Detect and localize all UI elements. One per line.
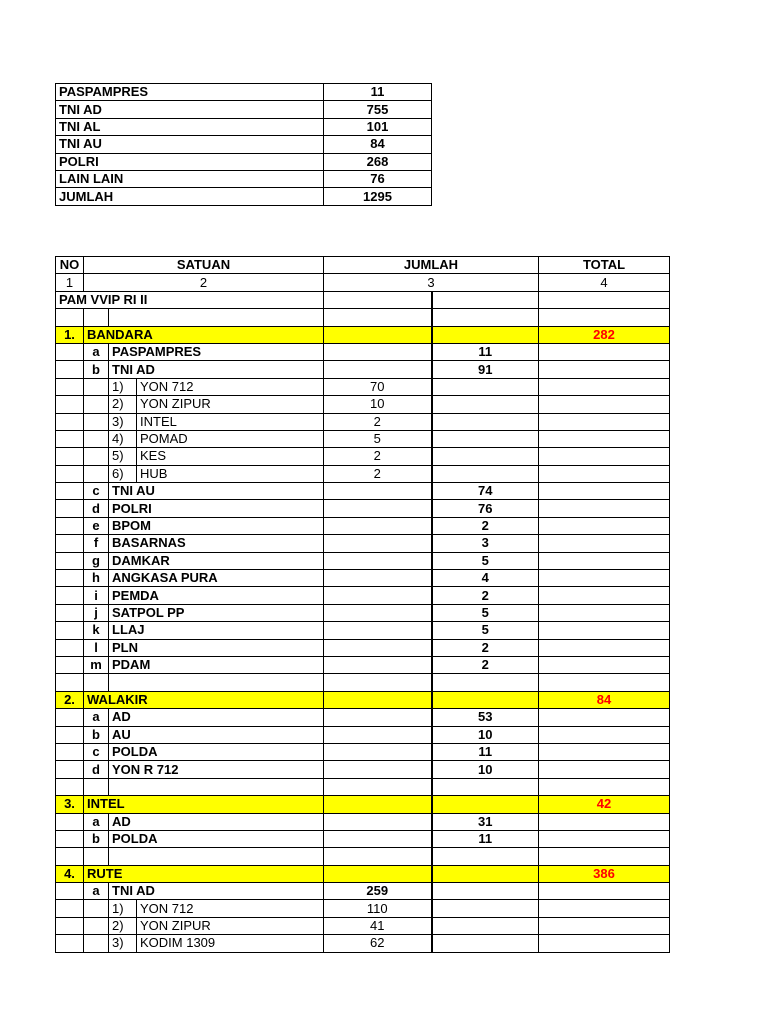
unit-letter: f: [84, 535, 109, 552]
summary-row: [56, 170, 432, 187]
detail-index: 1): [109, 378, 137, 395]
detail-name: YON ZIPUR: [137, 917, 324, 934]
detail-row: [56, 917, 670, 934]
summary-row: [56, 118, 432, 135]
summary-label: TNI AU: [56, 136, 324, 153]
section-name: BANDARA: [84, 326, 324, 343]
section-total: 84: [539, 691, 670, 708]
unit-count: 11: [432, 743, 539, 760]
unit-row: [56, 517, 670, 534]
summary-label: POLRI: [56, 153, 324, 170]
unit-row: [56, 500, 670, 517]
unit-letter: b: [84, 361, 109, 378]
unit-count: 3: [432, 535, 539, 552]
unit-count: 91: [432, 361, 539, 378]
section-row: [56, 326, 670, 343]
unit-row: [56, 639, 670, 656]
header-jumlah: JUMLAH: [324, 257, 539, 274]
summary-value: 101: [324, 118, 432, 135]
section-total: 282: [539, 326, 670, 343]
unit-name: ANGKASA PURA: [109, 570, 324, 587]
header-index-satuan: 2: [84, 274, 324, 291]
summary-row: [56, 188, 432, 205]
unit-letter: d: [84, 500, 109, 517]
detail-index: 1): [109, 900, 137, 917]
summary-label: LAIN LAIN: [56, 170, 324, 187]
unit-letter: h: [84, 570, 109, 587]
unit-count: 31: [432, 813, 539, 830]
unit-count: 2: [432, 639, 539, 656]
unit-row: [56, 743, 670, 760]
unit-count: 74: [432, 483, 539, 500]
unit-name: POLRI: [109, 500, 324, 517]
section-row: [56, 691, 670, 708]
summary-value: 84: [324, 136, 432, 153]
header-index-total: 4: [539, 274, 670, 291]
summary-row: [56, 153, 432, 170]
unit-count: 2: [432, 656, 539, 673]
section-total: 42: [539, 796, 670, 813]
detail-name: YON ZIPUR: [137, 396, 324, 413]
unit-letter: g: [84, 552, 109, 569]
section-number: 3.: [56, 796, 84, 813]
summary-value: 755: [324, 101, 432, 118]
summary-row: [56, 136, 432, 153]
header-no: NO: [56, 257, 84, 274]
unit-name: AD: [109, 709, 324, 726]
unit-row: [56, 552, 670, 569]
unit-count: 2: [432, 517, 539, 534]
title-row: [56, 291, 670, 308]
detail-count: 2: [324, 413, 432, 430]
detail-count: 70: [324, 378, 432, 395]
detail-name: POMAD: [137, 430, 324, 447]
detail-count: 41: [324, 917, 432, 934]
unit-row: [56, 622, 670, 639]
unit-name: TNI AU: [109, 483, 324, 500]
detail-row: [56, 448, 670, 465]
unit-count: 4: [432, 570, 539, 587]
blank-row: [56, 778, 670, 795]
detail-index: 4): [109, 430, 137, 447]
blank-row: [56, 674, 670, 691]
unit-count: 259: [324, 883, 432, 900]
unit-name: SATPOL PP: [109, 604, 324, 621]
unit-row: [56, 883, 670, 900]
detail-index: 2): [109, 396, 137, 413]
detail-index: 5): [109, 448, 137, 465]
detail-row: [56, 413, 670, 430]
header-index-no: 1: [56, 274, 84, 291]
unit-name: DAMKAR: [109, 552, 324, 569]
unit-name: TNI AD: [109, 361, 324, 378]
unit-letter: c: [84, 743, 109, 760]
detail-count: 5: [324, 430, 432, 447]
detail-name: HUB: [137, 465, 324, 482]
unit-row: [56, 483, 670, 500]
unit-letter: b: [84, 726, 109, 743]
summary-value: 268: [324, 153, 432, 170]
blank-row: [56, 309, 670, 326]
header-index-row: [56, 274, 670, 291]
unit-name: AU: [109, 726, 324, 743]
unit-letter: l: [84, 639, 109, 656]
summary-label: TNI AL: [56, 118, 324, 135]
detail-index: 3): [109, 413, 137, 430]
unit-row: [56, 570, 670, 587]
detail-name: INTEL: [137, 413, 324, 430]
unit-letter: b: [84, 830, 109, 847]
detail-count: 2: [324, 465, 432, 482]
detail-index: 3): [109, 935, 137, 952]
unit-letter: k: [84, 622, 109, 639]
summary-label: TNI AD: [56, 101, 324, 118]
unit-row: [56, 604, 670, 621]
header-index-jumlah: 3: [324, 274, 539, 291]
detail-row: [56, 430, 670, 447]
unit-letter: c: [84, 483, 109, 500]
section-total: 386: [539, 865, 670, 882]
summary-label: JUMLAH: [56, 188, 324, 205]
section-number: 2.: [56, 691, 84, 708]
unit-name: PASPAMPRES: [109, 343, 324, 360]
summary-row: [56, 101, 432, 118]
unit-name: POLDA: [109, 743, 324, 760]
section-name: WALAKIR: [84, 691, 324, 708]
unit-row: [56, 361, 670, 378]
unit-name: PLN: [109, 639, 324, 656]
unit-count: 10: [432, 726, 539, 743]
unit-letter: a: [84, 709, 109, 726]
detail-row: [56, 396, 670, 413]
detail-name: YON 712: [137, 900, 324, 917]
unit-letter: j: [84, 604, 109, 621]
detail-row: [56, 935, 670, 952]
unit-letter: a: [84, 343, 109, 360]
unit-row: [56, 709, 670, 726]
detail-row: [56, 378, 670, 395]
detail-row: [56, 900, 670, 917]
unit-count: 10: [432, 761, 539, 778]
personnel-table: [55, 256, 670, 953]
detail-name: KODIM 1309: [137, 935, 324, 952]
unit-name: BPOM: [109, 517, 324, 534]
unit-row: [56, 830, 670, 847]
section-number: 1.: [56, 326, 84, 343]
section-row: [56, 865, 670, 882]
detail-name: KES: [137, 448, 324, 465]
summary-row: [56, 84, 432, 101]
detail-count: 62: [324, 935, 432, 952]
unit-count: 76: [432, 500, 539, 517]
unit-letter: e: [84, 517, 109, 534]
summary-table: [55, 83, 432, 206]
header-satuan: SATUAN: [84, 257, 324, 274]
unit-name: YON R 712: [109, 761, 324, 778]
unit-name: TNI AD: [109, 883, 324, 900]
summary-value: 11: [324, 84, 432, 101]
unit-count: 5: [432, 552, 539, 569]
unit-count: 11: [432, 830, 539, 847]
unit-name: AD: [109, 813, 324, 830]
section-name: RUTE: [84, 865, 324, 882]
header-row: [56, 257, 670, 274]
unit-name: PDAM: [109, 656, 324, 673]
unit-letter: a: [84, 883, 109, 900]
section-name: INTEL: [84, 796, 324, 813]
unit-name: PEMDA: [109, 587, 324, 604]
unit-row: [56, 761, 670, 778]
table-title: PAM VVIP RI II: [56, 291, 324, 308]
unit-count: 53: [432, 709, 539, 726]
detail-count: 2: [324, 448, 432, 465]
unit-row: [56, 587, 670, 604]
unit-count: 2: [432, 587, 539, 604]
unit-row: [56, 813, 670, 830]
blank-row: [56, 848, 670, 865]
detail-index: 6): [109, 465, 137, 482]
section-number: 4.: [56, 865, 84, 882]
summary-value: 76: [324, 170, 432, 187]
unit-name: LLAJ: [109, 622, 324, 639]
detail-count: 110: [324, 900, 432, 917]
unit-count: 5: [432, 622, 539, 639]
unit-letter: i: [84, 587, 109, 604]
summary-label: PASPAMPRES: [56, 84, 324, 101]
header-total: TOTAL: [539, 257, 670, 274]
unit-name: BASARNAS: [109, 535, 324, 552]
unit-count: 11: [432, 343, 539, 360]
detail-index: 2): [109, 917, 137, 934]
summary-value: 1295: [324, 188, 432, 205]
detail-name: YON 712: [137, 378, 324, 395]
unit-row: [56, 535, 670, 552]
detail-count: 10: [324, 396, 432, 413]
unit-letter: a: [84, 813, 109, 830]
unit-letter: m: [84, 656, 109, 673]
unit-row: [56, 656, 670, 673]
unit-letter: d: [84, 761, 109, 778]
unit-count: 5: [432, 604, 539, 621]
unit-name: POLDA: [109, 830, 324, 847]
unit-row: [56, 343, 670, 360]
detail-row: [56, 465, 670, 482]
section-row: [56, 796, 670, 813]
unit-row: [56, 726, 670, 743]
